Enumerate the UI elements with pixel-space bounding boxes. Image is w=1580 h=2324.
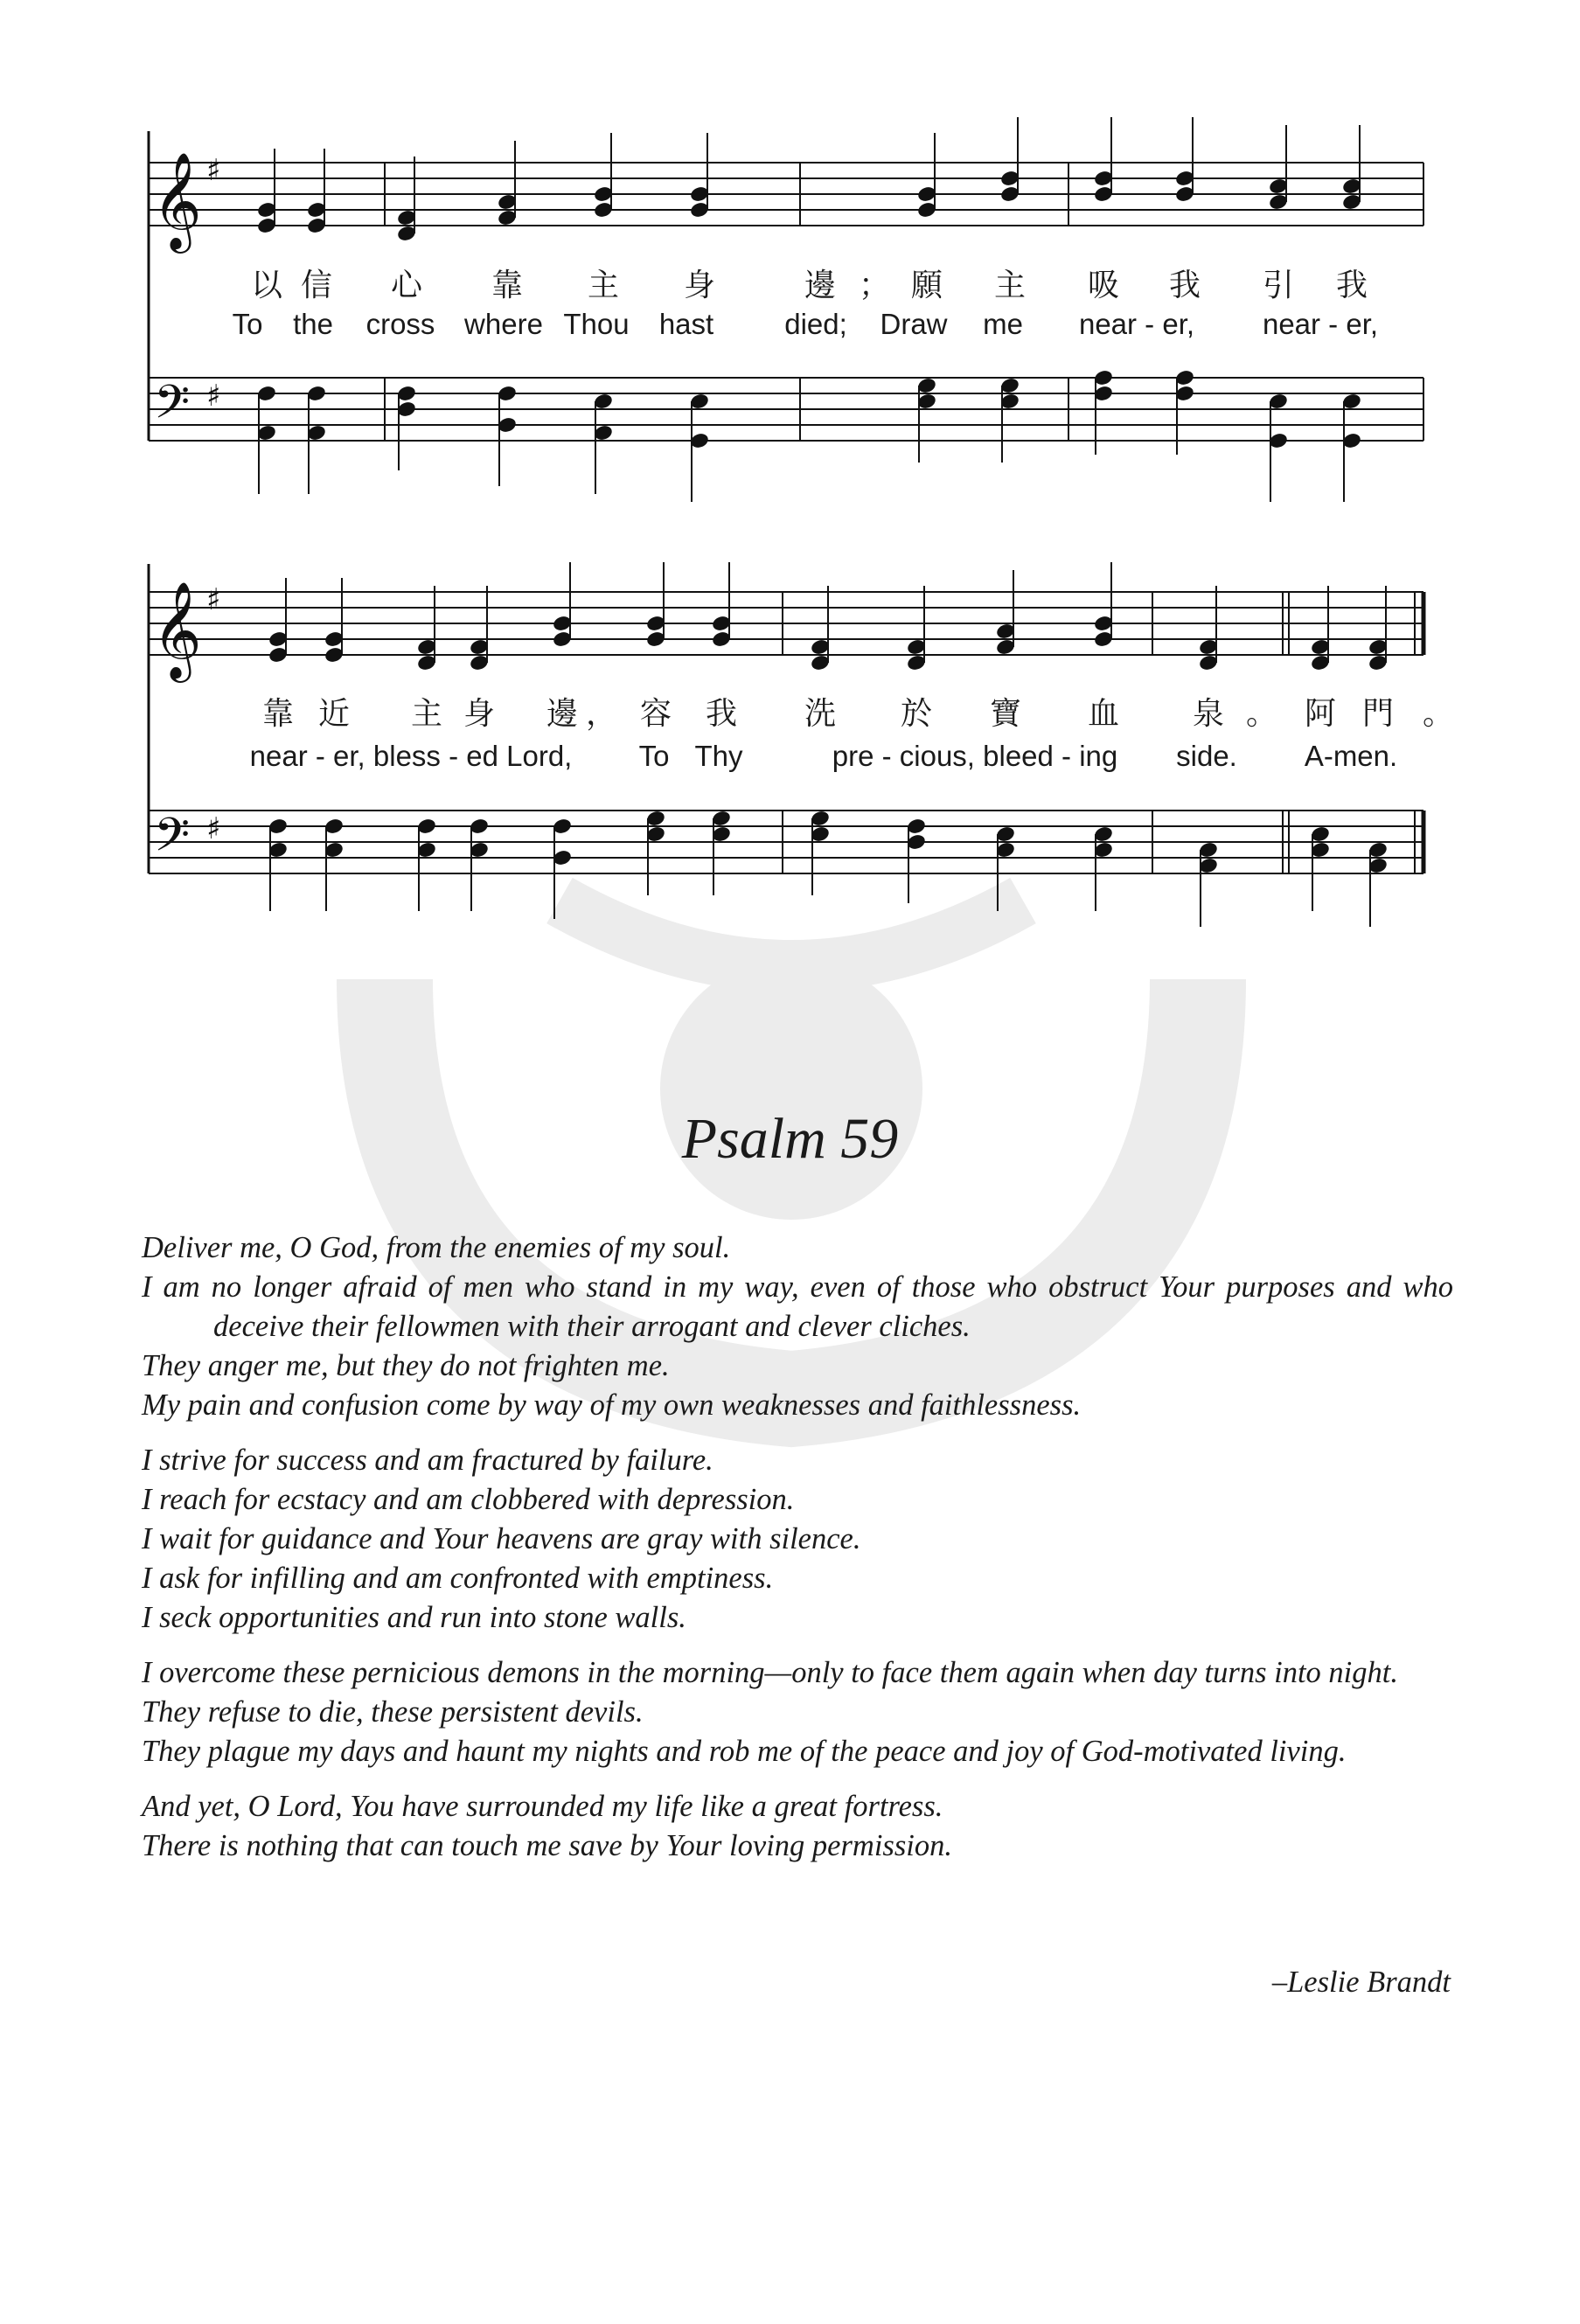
treble-staff-1 [149,163,1423,226]
treble-staff-2 [149,592,1423,655]
psalm-line: I reach for ecstacy and am clobbered with depression. [142,1483,795,1516]
en-lyric: side. [1176,740,1237,772]
psalm-line: They refuse to die, these persistent devils. [142,1695,644,1729]
en-lyric: where [464,308,543,340]
psalm-line: My pain and confusion come by way of my own weaknesses and faithlessness. [142,1388,1082,1422]
zh-lyric: 邊 [546,696,578,732]
bass-clef-icon: 𝄢 [154,809,191,873]
zh-lyric: 容 [639,696,672,732]
zh-lyric: 門 [1361,696,1394,732]
en-lyric: Thy [694,740,743,772]
key-signature-sharp-icon: ♯ [206,379,221,414]
zh-lyric: 以 [250,268,282,303]
zh-lyric: 我 [1335,268,1368,303]
zh-lyric: 主 [587,268,619,303]
psalm-stanza [142,1787,1453,1866]
zh-lyric: 信 [300,268,332,303]
zh-lyric: 。 [1245,696,1277,732]
zh-lyric: 我 [705,696,737,732]
en-lyric: A-men. [1304,740,1398,772]
zh-lyric: 主 [410,696,442,732]
psalm-text [142,1228,1453,1882]
zh-lyric: 身 [683,268,715,303]
en-lyric: near - er, [1262,308,1379,340]
psalm-line: They plague my days and haunt my nights and rob me of the peace and joy of God-motivated living. [142,1735,1347,1768]
psalm-stanza [142,1441,1453,1638]
en-lyric: pre - cious, bleed - ing [832,740,1118,772]
en-lyric: To [232,308,263,340]
zh-lyric: 靠 [491,268,523,303]
en-lyric: cross [365,308,435,340]
psalm-stanza [142,1653,1453,1771]
psalm-line: I strive for success and am fractured by failure. [142,1444,713,1477]
psalm-line: I ask for infilling and am confronted with emptiness. [142,1562,774,1595]
zh-lyric: 主 [993,268,1026,303]
zh-lyric: 心 [390,268,422,303]
bass-clef-icon: 𝄢 [154,376,191,441]
zh-lyric: 阿 [1304,696,1336,732]
zh-lyric: 吸 [1087,268,1119,303]
zh-lyric: 泉 [1192,696,1224,732]
en-lyric: near - er, bless - ed Lord, [249,740,573,772]
psalm-title: Psalm 59 [681,1107,899,1171]
zh-lyric: 身 [463,696,495,732]
psalm-line: I wait for guidance and Your heavens are gray with silence. [142,1522,861,1555]
psalm-line: I am no longer afraid of men who stand in my way, even of those who obstruct Your purposes and who deceive their fellowmen with their arrogant and clever cliches. [142,1270,1453,1343]
key-signature-sharp-icon: ♯ [206,582,221,617]
zh-lyric: 靠 [261,696,294,732]
zh-lyric: 於 [900,696,932,732]
en-lyric: Thou [563,308,630,340]
treble-clef-icon: 𝄞 [152,151,202,249]
zh-lyric: 血 [1087,696,1119,732]
zh-lyric: 洗 [804,696,836,732]
psalm-line: I overcome these pernicious demons in the morning—only to face them again when day turns into night. [142,1656,1398,1689]
psalm-stanza [142,1228,1453,1425]
key-signature-sharp-icon: ♯ [206,811,221,846]
zh-lyric: ； [858,268,890,303]
bass-staff-1 [149,378,1423,441]
psalm-line: They anger me, but they do not frighten me. [142,1349,670,1382]
psalm-attribution: –Leslie Brandt [1271,1966,1451,1999]
zh-lyric: 引 [1262,268,1294,303]
en-lyric: died; [784,308,847,340]
zh-lyric: 邊 [804,268,836,303]
zh-lyric: 近 [317,696,350,732]
bass-staff-2 [149,811,1423,873]
treble-clef-icon: 𝄞 [152,581,202,678]
psalm-line: There is nothing that can touch me save by Your loving permission. [142,1829,952,1862]
zh-lyric: 寶 [989,696,1021,732]
en-lyric: me [983,308,1023,340]
psalm-line: I seck opportunities and run into stone walls. [142,1601,686,1634]
key-signature-sharp-icon: ♯ [206,153,221,188]
en-lyric: the [293,308,333,340]
psalm-line: Deliver me, O God, from the enemies of my soul. [142,1231,731,1264]
en-lyric: near - er, [1078,308,1195,340]
en-lyric: To [638,740,670,772]
psalm-line: And yet, O Lord, You have surrounded my life like a great fortress. [142,1790,943,1823]
zh-lyric: 我 [1168,268,1201,303]
en-lyric: Draw [880,308,948,340]
zh-lyric: 願 [910,268,943,303]
zh-lyric: ， [585,696,617,732]
en-lyric: hast [658,308,714,340]
zh-lyric: 。 [1422,696,1454,732]
